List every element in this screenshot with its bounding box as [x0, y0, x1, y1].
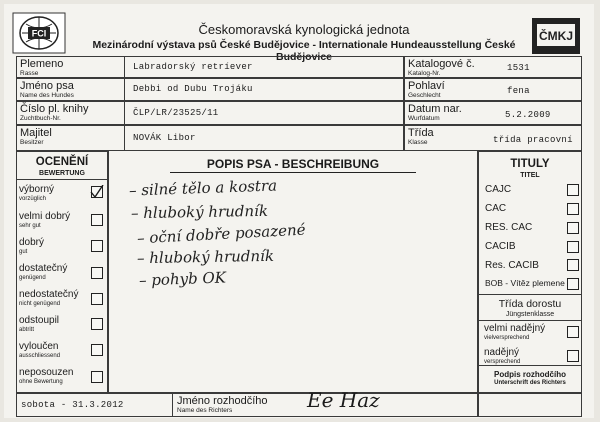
- oceneni-item: dobrý gut: [19, 237, 45, 255]
- majitel-row: [16, 125, 404, 151]
- cmkj-logo: [532, 18, 580, 54]
- signature-box: [478, 393, 582, 417]
- tituly-title: TITULY: [510, 158, 550, 170]
- footer-row: [16, 388, 478, 417]
- description-line: – pohyb OK: [138, 268, 227, 290]
- cac-checkbox[interactable]: [567, 203, 579, 215]
- tituly-panel: [478, 151, 582, 393]
- vyborny-checkbox[interactable]: [91, 186, 103, 198]
- pohlavi-row: [404, 78, 582, 101]
- res-cacib-checkbox[interactable]: [567, 259, 579, 271]
- pohlavi-value: fena: [507, 86, 530, 96]
- cacib-checkbox[interactable]: [567, 241, 579, 253]
- description-line: – silné tělo a kostra: [128, 176, 278, 200]
- fci-logo: [12, 12, 66, 54]
- katalog-value: 1531: [507, 63, 530, 73]
- svg-text:FCI: FCI: [31, 28, 47, 39]
- cajc-checkbox[interactable]: [567, 184, 579, 196]
- trida-sublabel: Klasse: [408, 139, 428, 146]
- trida-value: třída pracovní: [493, 135, 573, 145]
- svg-text:ČMKJ: ČMKJ: [538, 29, 574, 43]
- katalog-row: [404, 56, 582, 78]
- tituly-subtitle: TITEL: [520, 172, 540, 179]
- judge-sublabel: Name des Richters: [177, 407, 233, 414]
- oceneni-item: velmi dobrý sehr gut: [19, 211, 71, 229]
- res-cac-checkbox[interactable]: [567, 222, 579, 234]
- description-line: – hluboký hrudník: [130, 201, 269, 223]
- check-mark-icon: [90, 185, 104, 199]
- odstoupil-checkbox[interactable]: [91, 318, 103, 330]
- jmeno-label: Jméno psa: [20, 80, 74, 92]
- jmeno-value: Debbi od Dubu Trojáku: [133, 84, 253, 94]
- podpis-label: Podpis rozhodčího: [494, 370, 566, 379]
- oceneni-item: neposouzen ohne Bewertung: [19, 367, 74, 385]
- cislo-sublabel: Zuchtbuch-Nr.: [20, 115, 61, 122]
- dorost-title: Třída dorostu: [498, 298, 562, 310]
- show-report-sheet: [4, 4, 594, 418]
- label-column-divider: [124, 56, 125, 151]
- oceneni-item: výborný vorzüglich: [19, 184, 55, 202]
- footer-divider: [172, 394, 173, 416]
- title-item-label: CAJC: [485, 184, 512, 195]
- majitel-sublabel: Besitzer: [20, 139, 44, 146]
- trida-label: Třída: [408, 127, 434, 139]
- cislo-value: ČLP/LR/23525/11: [133, 108, 219, 118]
- show-date: sobota - 31.3.2012: [21, 400, 124, 410]
- title-item-label: BOB - Vítěz plemene: [485, 278, 565, 288]
- majitel-value: NOVÁK Libor: [133, 133, 196, 143]
- description-line: – oční dobře posazené: [136, 220, 306, 248]
- datum-label: Datum nar.: [408, 103, 462, 115]
- judge-signature: Ee Haz: [307, 388, 380, 412]
- dorost-subtitle: Jüngstenklasse: [505, 311, 555, 318]
- pohlavi-label: Pohlaví: [408, 80, 445, 92]
- jmeno-sublabel: Name des Hundes: [20, 92, 74, 99]
- velmi-dobry-checkbox[interactable]: [91, 214, 103, 226]
- velmi-nadejny-checkbox[interactable]: [567, 326, 579, 338]
- nadejny-checkbox[interactable]: [567, 350, 579, 362]
- plemeno-sublabel: Rasse: [20, 70, 39, 77]
- oceneni-item: odstoupil abtritt: [19, 315, 60, 333]
- nedostatecny-checkbox[interactable]: [91, 293, 103, 305]
- dobry-checkbox[interactable]: [91, 240, 103, 252]
- majitel-label: Majitel: [20, 127, 52, 139]
- dostatecny-checkbox[interactable]: [91, 267, 103, 279]
- trida-row: [404, 125, 582, 151]
- oceneni-divider: [17, 179, 107, 180]
- bob-checkbox[interactable]: [567, 278, 579, 290]
- dorost-divider: [479, 320, 581, 321]
- oceneni-panel: [16, 151, 108, 393]
- judge-label: Jméno rozhodčího: [177, 395, 268, 407]
- dorost-item: nadějný versprechend: [484, 347, 521, 365]
- show-subtitle: Mezinárodní výstava psů České Budějovice - Internationale Hundeausstellung České Budějovice: [92, 39, 516, 63]
- dorost-item: velmi nadějný vielversprechend: [484, 323, 546, 341]
- pohlavi-sublabel: Geschlecht: [408, 92, 441, 99]
- podpis-divider: [479, 365, 581, 366]
- neposouzen-checkbox[interactable]: [91, 371, 103, 383]
- datum-row: [404, 101, 582, 125]
- title-item-label: RES. CAC: [485, 222, 533, 233]
- katalog-sublabel: Katalog-Nr.: [408, 70, 441, 77]
- popis-title: POPIS PSA - BESCHREIBUNG: [206, 157, 380, 171]
- description-line: – hluboký hrudník: [136, 246, 275, 268]
- title-item-label: CAC: [485, 203, 507, 214]
- plemeno-value: Labradorský retríever: [133, 62, 253, 72]
- title-item-label: Res. CACIB: [485, 260, 539, 271]
- oceneni-item: vyloučen ausschliessend: [19, 341, 61, 359]
- oceneni-item: dostatečný genügend: [19, 263, 68, 281]
- plemeno-label: Plemeno: [20, 58, 64, 70]
- podpis-sublabel: Unterschrift des Richters: [494, 380, 566, 386]
- datum-sublabel: Wurfdatum: [408, 115, 440, 122]
- katalog-label: Katalogové č.: [408, 58, 475, 70]
- datum-value: 5.2.2009: [505, 110, 551, 120]
- cislo-label: Číslo pl. knihy: [20, 103, 89, 115]
- title-item-label: CACIB: [485, 241, 516, 252]
- popis-panel: [108, 151, 478, 393]
- oceneni-subtitle: BEWERTUNG: [39, 170, 85, 177]
- oceneni-title: OCENĚNÍ: [35, 156, 89, 168]
- vyloucen-checkbox[interactable]: [91, 344, 103, 356]
- dorost-divider: [479, 294, 581, 295]
- organization-title: Českomoravská kynologická jednota: [198, 22, 410, 37]
- popis-title-underline: [170, 172, 416, 173]
- oceneni-item: nedostatečný nicht genügend: [19, 289, 79, 307]
